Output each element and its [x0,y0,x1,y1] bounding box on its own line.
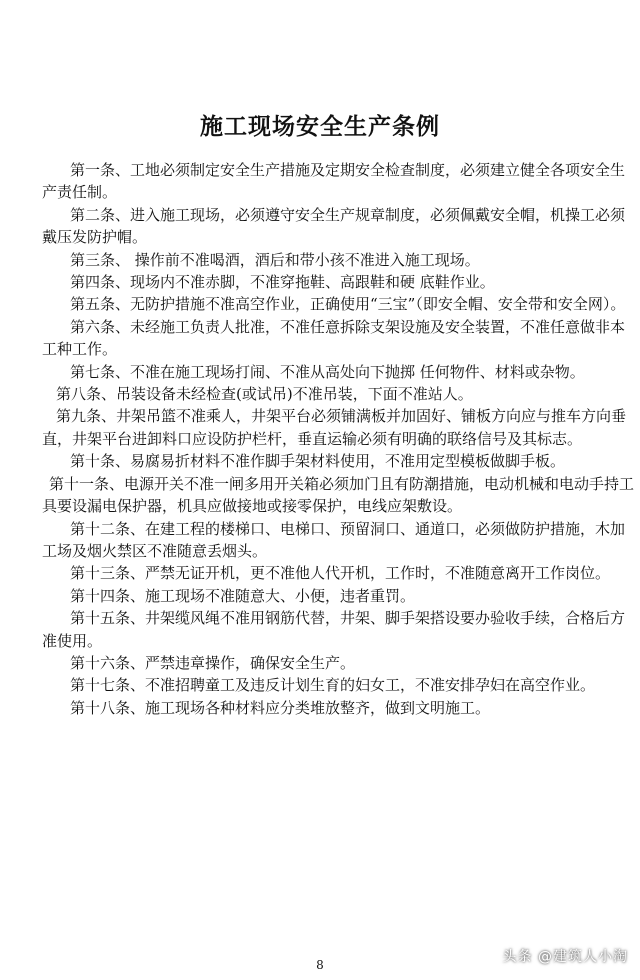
regulation-article-3: 第三条、 操作前不准喝酒，酒后和带小孩不准进入施工现场。 [70,250,480,269]
regulation-article-5: 第五条、无防护措施不准高空作业，正确使用“三宝”（即安全帽、安全带和安全网）。 [70,295,626,314]
regulation-article-17: 第十七条、不准招聘童工及违反计划生育的妇女工，不准安排孕妇在高空作业。 [70,676,596,695]
regulation-article-14: 第十四条、施工现场不准随意大、小便，违者重罚。 [70,586,416,605]
watermark-text: 头条 @建筑人小淘 [502,949,628,965]
regulation-article-16: 第十六条、严禁违章操作，确保安全生产。 [70,653,356,672]
regulation-article-11: 第十一条、电源开关不准一闸多用开关箱必须加门且有防潮措施，电动机械和电动手持工具要设漏电保护器，机具应做接地或接零保护，电线应架敷设。 [42,474,635,516]
regulation-article-8: 第八条、吊装设备未经检查(或试吊)不准吊装，下面不准站人。 [56,385,473,404]
regulation-article-1: 第一条、工地必须制定安全生产措施及定期安全检查制度，必须建立健全各项安全生产责任制。 [42,161,626,202]
regulation-list [42,159,638,719]
regulation-article-9: 第九条、井架吊篮不准乘人，井架平台必须铺满板并加固好、铺板方向应与推车方向垂直，井架平台进卸料口应设防护栏杆，垂直运输必须有明确的联络信号及其标志。 [42,407,627,448]
regulation-article-6: 第六条、未经施工负责人批准，不准任意拆除支架设施及安全装置，不准任意做非本工种工作。 [42,317,626,359]
regulation-article-18: 第十八条、施工现场各种材料应分类堆放整齐，做到文明施工。 [70,698,491,717]
document-title: 施工现场安全生产条例 [200,114,440,140]
regulation-article-15: 第十五条、井架缆风绳不准用钢筋代替，井架、脚手架搭设要办验收手续，合格后方准使用。 [42,609,626,650]
regulation-article-4: 第四条、现场内不准赤脚，不准穿拖鞋、高跟鞋和硬 底鞋作业。 [70,273,495,292]
regulation-article-2: 第二条、进入施工现场，必须遵守安全生产规章制度，必须佩戴安全帽，机操工必须戴压发防护帽。 [42,205,626,247]
regulation-article-7: 第七条、不准在施工现场打闹、不准从高处向下抛掷 任何物件、材料或杂物。 [70,362,585,381]
regulation-article-10: 第十条、易腐易折材料不准作脚手架材料使用，不准用定型模板做脚手板。 [70,452,566,471]
page-number: 8 [316,958,324,972]
regulation-article-12: 第十二条、在建工程的楼梯口、电梯口、预留洞口、通道口，必须做防护措施，木加工场及烟火禁区不准随意丢烟头。 [42,519,626,560]
regulation-article-13: 第十三条、严禁无证开机，更不准他人代开机，工作时，不准随意离开工作岗位。 [70,564,611,583]
